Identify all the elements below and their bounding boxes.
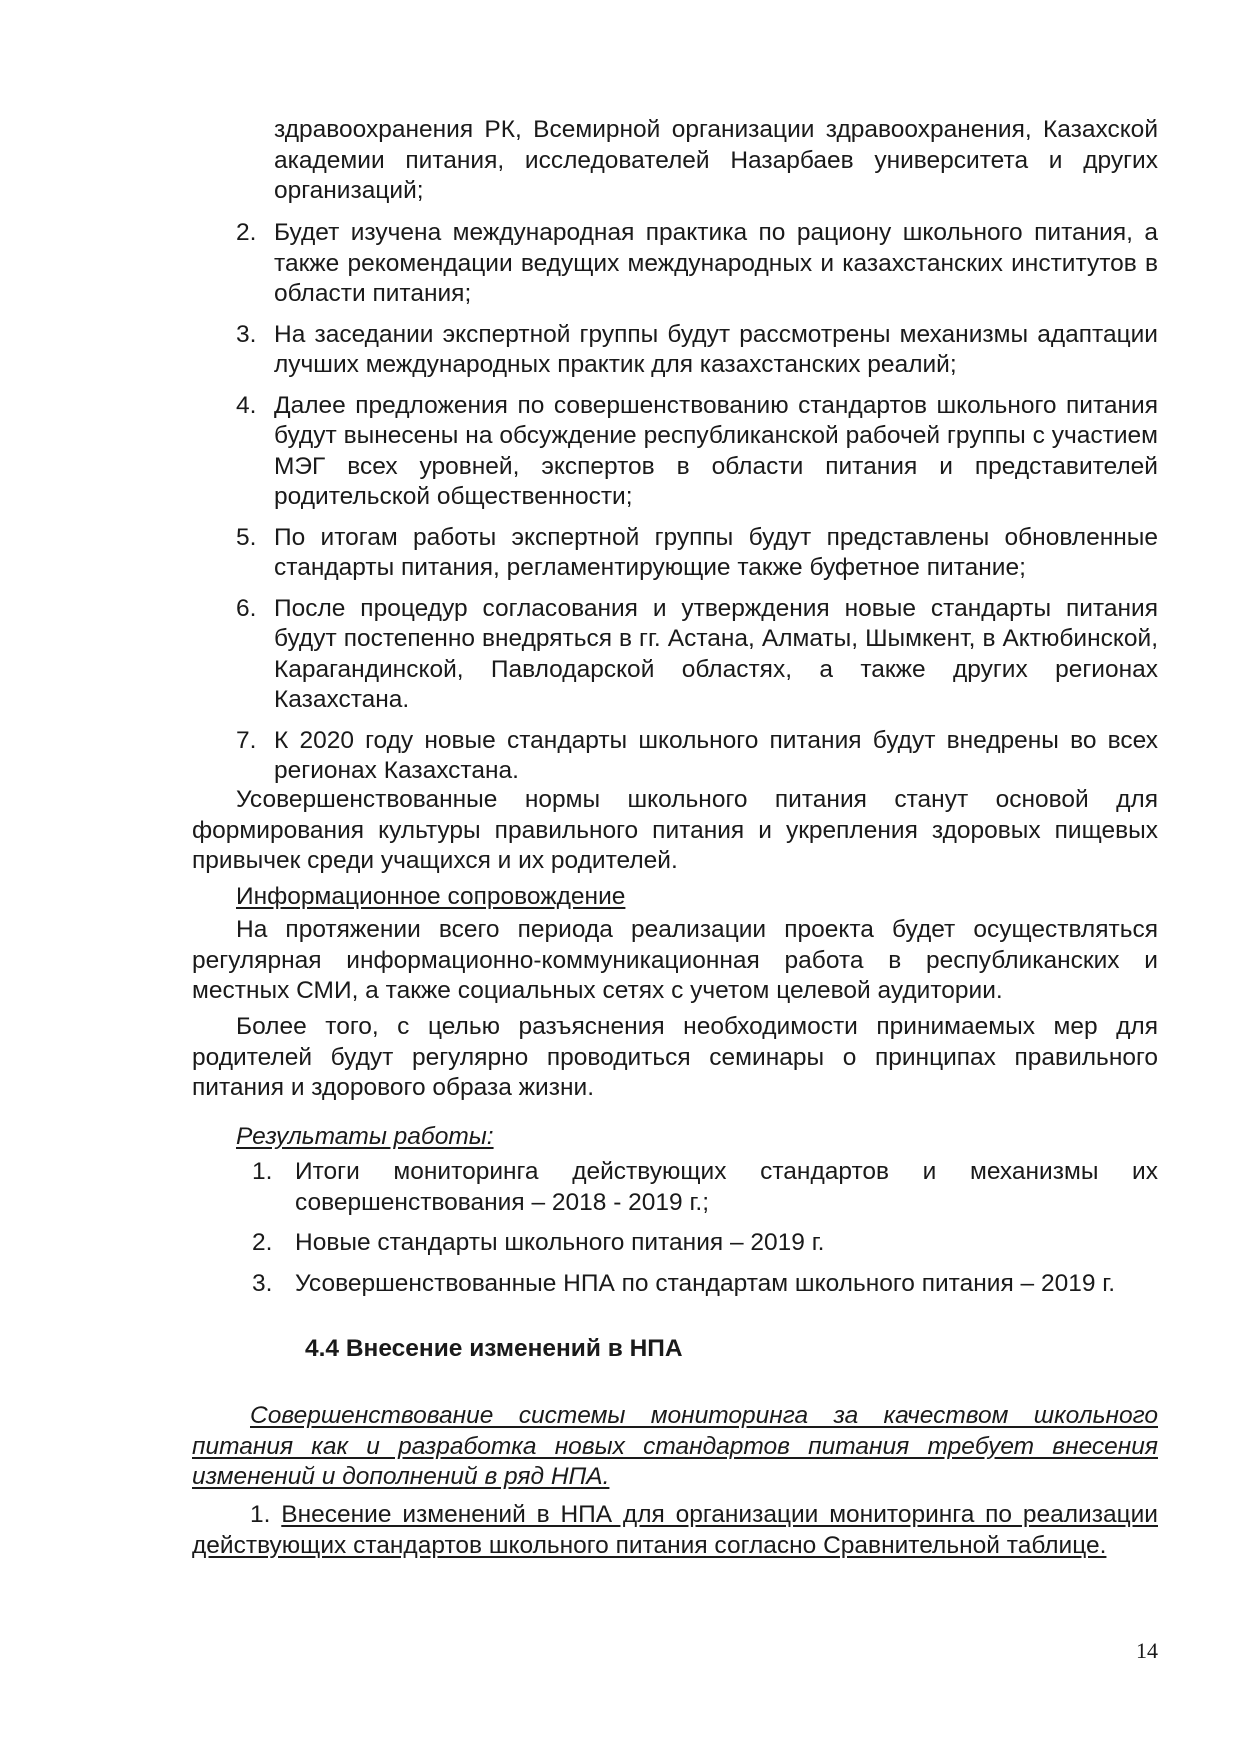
list-item [236,218,1158,310]
steps-list [236,218,1158,787]
list-item-text: Новые стандарты школьного питания – 2019 г. [295,1229,825,1256]
list-number: 1. [250,1501,271,1528]
subheading-text: Информационное сопровождение [236,883,626,910]
list-number: 3. [236,320,257,348]
paragraph: На протяжении всего периода реализации проекта будет осуществляться регулярная информационно-коммуникационная работа в республиканских и местных СМИ, а также социальных сетях с учетом целевой аудитории. [192,916,1158,1004]
list-item [236,391,1158,513]
paragraph [192,1401,1158,1493]
list-item-text: Итоги мониторинга действующих стандартов и механизмы их совершенствования – 2018 - 2019 г.; [295,1158,1158,1216]
list-item [236,320,1158,381]
list-item [252,1228,1158,1259]
list-item [236,726,1158,787]
subheading [236,1122,494,1153]
list-number: 2. [252,1229,273,1256]
list-number: 2. [236,219,257,246]
list-item-text: На заседании экспертной группы будут рассмотрены механизмы адаптации лучших международных практик для казахстанских реалий; [274,320,1158,378]
list-item-text: Далее предложения по совершенствованию стандартов школьного питания будут вынесены на обсуждение республиканской рабочей группы с участием МЭГ всех уровней, экспертов в области питания и представителей родительской общественности; [274,391,1158,510]
paragraph-text: Внесение изменений в НПА для организации мониторинга по реализации действующих стандартов школьного питания согласно Сравнительной таблице. [192,1501,1158,1559]
list-number: 7. [236,726,257,754]
list-item-text: По итогам работы экспертной группы будут представлены обновленные стандарты питания, регламентирующие также буфетное питание; [274,523,1158,581]
list-item-text: После процедур согласования и утверждения новые стандарты питания будут постепенно внедряться в гг. Астана, Алматы, Шымкент, в Актюбинской, Карагандинской, Павлодарской областях, а также других регионах Казахстана. [274,594,1158,713]
section-title: 4.4 Внесение изменений в НПА [305,1335,683,1362]
list-item-text: Усовершенствованные НПА по стандартам школьного питания – 2019 г. [295,1269,1116,1297]
list-item [252,1157,1158,1218]
paragraph: Более того, с целью разъяснения необходимости принимаемых мер для родителей будут регулярно проводиться семинары о принципах правильного питания и здорового образа жизни. [192,1013,1158,1101]
list-item-text: здравоохранения РК, Всемирной организации здравоохранения, Казахской академии питания, исследователей Назарбаев университета и других организаций; [274,116,1158,204]
list-item [236,594,1158,716]
list-item-text: К 2020 году новые стандарты школьного питания будут внедрены во всех регионах Казахстана. [274,726,1158,784]
list-number: 6. [236,594,257,622]
list-number: 3. [252,1269,273,1297]
subheading-text: Результаты работы: [236,1123,494,1150]
list-number: 4. [236,391,257,419]
page-number: 14 [1136,1638,1158,1663]
paragraph: Усовершенствованные нормы школьного питания станут основой для формирования культуры правильного питания и укрепления здоровых пищевых привычек среди учащихся и их родителей. [192,786,1158,874]
results-list [252,1157,1158,1299]
list-item [252,1269,1158,1300]
list-item [236,523,1158,584]
subheading [236,882,625,913]
paragraph-text: Совершенствование системы мониторинга за качеством школьного питания как и разработка новых стандартов питания требует внесения изменений и дополнений в ряд НПА. [192,1402,1158,1490]
list-item-text: Будет изучена международная практика по рациону школьного питания, а также рекомендации ведущих международных и казахстанских институтов в области питания; [274,219,1158,307]
paragraph [192,1500,1158,1561]
list-item-continuation [274,115,1158,207]
list-number: 1. [252,1158,273,1185]
list-number: 5. [236,523,257,551]
